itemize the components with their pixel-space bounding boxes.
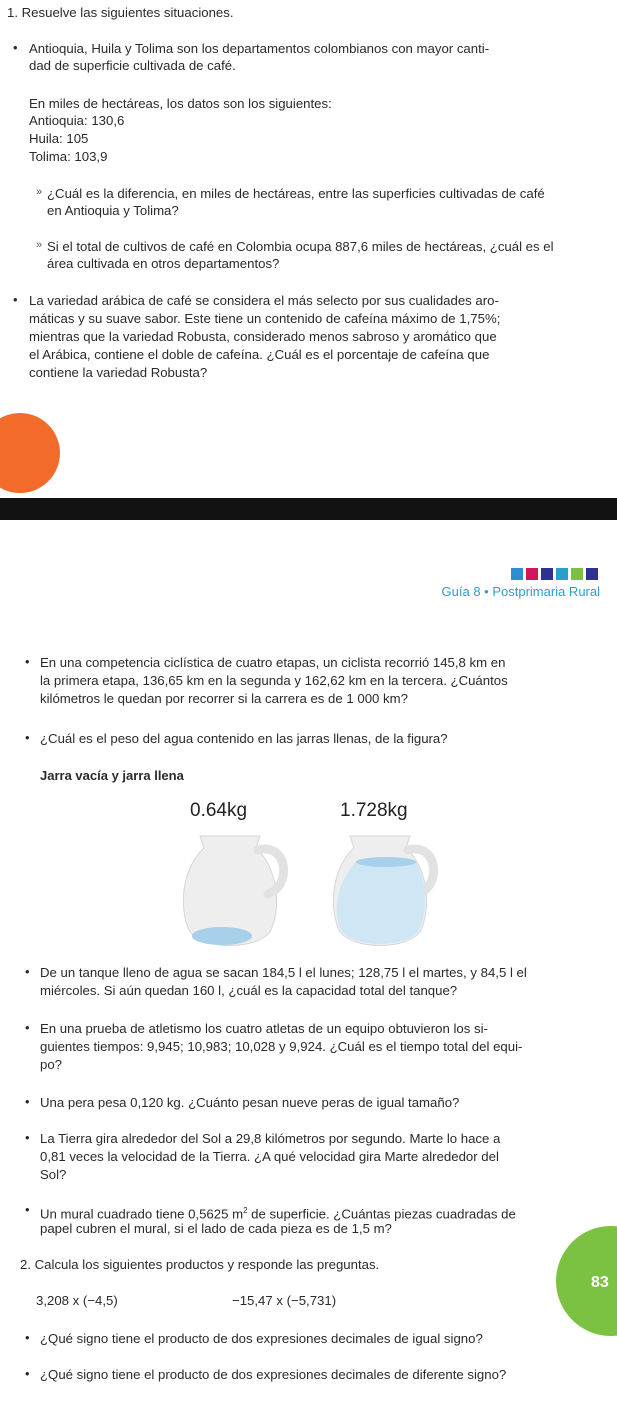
athletics-line3: po? xyxy=(40,1057,63,1072)
arabica-line5: contiene la variedad Robusta? xyxy=(29,365,208,380)
guide-title: Guía 8 • Postprimaria Rural xyxy=(441,584,600,599)
color-squares xyxy=(511,568,598,580)
cycling-line2: la primera etapa, 136,65 km en la segunda y 162,62 km en la tercera. ¿Cuántos xyxy=(40,673,508,688)
color-square xyxy=(586,568,598,580)
pear-question: Una pera pesa 0,120 kg. ¿Cuánto pesan nueve peras de igual tamaño? xyxy=(40,1095,460,1110)
bullet-dot: • xyxy=(25,1202,30,1217)
color-square xyxy=(511,568,523,580)
data-tolima: Tolima: 103,9 xyxy=(29,149,108,164)
bullet-dot: • xyxy=(25,730,30,745)
color-square xyxy=(571,568,583,580)
product-2: −15,47 x (−5,731) xyxy=(232,1293,337,1308)
mural-line2: papel cubren el mural, si el lado de cada pieza es de 1,5 m? xyxy=(40,1221,392,1236)
bullet-dot: • xyxy=(13,292,18,307)
data-huila: Huila: 105 xyxy=(29,131,89,146)
arrow-icon: » xyxy=(36,186,43,198)
section-2-heading: 2. Calcula los siguientes productos y responde las preguntas. xyxy=(20,1257,380,1272)
arabica-line3: mientras que la variedad Robusta, considerado menos sabroso y aromático que xyxy=(29,329,497,344)
mural-text-a: Un mural cuadrado tiene 0,5625 m xyxy=(40,1206,244,1222)
arrow-icon: » xyxy=(36,239,43,251)
earth-line2: 0,81 veces la velocidad de la Tierra. ¿A qué velocidad gira Marte alrededor del xyxy=(40,1149,499,1164)
page-number: 83 xyxy=(591,1274,609,1291)
water-question: ¿Cuál es el peso del agua contenido en las jarras llenas, de la figura? xyxy=(40,731,448,746)
athletics-line2: guientes tiempos: 9,945; 10,983; 10,028 y 9,924. ¿Cuál es el tiempo total del equi- xyxy=(40,1039,523,1054)
empty-jar-weight: 0.64kg xyxy=(190,800,248,821)
arabica-line2: máticas y su suave sabor. Este tiene un contenido de cafeína máximo de 1,75%; xyxy=(29,311,501,326)
question-different-sign: ¿Qué signo tiene el producto de dos expresiones decimales de diferente signo? xyxy=(40,1367,507,1382)
bullet-dot: • xyxy=(25,964,30,979)
bullet-dot: • xyxy=(25,1366,30,1381)
bullet-dot: • xyxy=(13,40,18,55)
bullet-dot: • xyxy=(25,1130,30,1145)
arabica-line4: el Arábica, contiene el doble de cafeína. ¿Cuál es el porcentaje de cafeína que xyxy=(29,347,490,362)
color-square xyxy=(541,568,553,580)
bullet-dot: • xyxy=(25,654,30,669)
question-other-area-line2: área cultivada en otros departamentos? xyxy=(47,256,280,271)
mural-superscript: 2 xyxy=(243,1206,248,1215)
mural-text-b: de superficie. ¿Cuántas piezas cuadradas de xyxy=(247,1206,516,1222)
tank-line1: De un tanque lleno de agua se sacan 184,5 l el lunes; 128,75 l el martes, y 84,5 l el xyxy=(40,965,527,980)
jar-figure-title: Jarra vacía y jarra llena xyxy=(40,768,184,783)
full-jar-weight: 1.728kg xyxy=(340,800,408,821)
earth-line1: La Tierra gira alrededor del Sol a 29,8 kilómetros por segundo. Marte lo hace a xyxy=(40,1131,501,1146)
bullet-dot: • xyxy=(25,1330,30,1345)
cycling-line3: kilómetros le quedan por recorrer si la carrera es de 1 000 km? xyxy=(40,691,408,706)
coffee-intro-line2: dad de superficie cultivada de café. xyxy=(29,58,236,73)
product-1: 3,208 x (−4,5) xyxy=(36,1293,118,1308)
question-same-sign: ¿Qué signo tiene el producto de dos expresiones decimales de igual signo? xyxy=(40,1331,483,1346)
section-1-heading: 1. Resuelve las siguientes situaciones. xyxy=(7,5,234,20)
color-square xyxy=(556,568,568,580)
page-divider xyxy=(0,498,617,520)
bullet-dot: • xyxy=(25,1020,30,1035)
orange-page-tab xyxy=(0,413,60,493)
cycling-line1: En una competencia ciclística de cuatro etapas, un ciclista recorrió 145,8 km en xyxy=(40,655,506,670)
data-antioquia: Antioquia: 130,6 xyxy=(29,113,125,128)
color-square xyxy=(526,568,538,580)
athletics-line1: En una prueba de atletismo los cuatro atletas de un equipo obtuvieron los si- xyxy=(40,1021,488,1036)
arabica-line1: La variedad arábica de café se considera el más selecto por sus cualidades aro- xyxy=(29,293,499,308)
question-other-area-line1: Si el total de cultivos de café en Colombia ocupa 887,6 miles de hectáreas, ¿cuál es el xyxy=(47,239,554,254)
empty-jar-icon xyxy=(183,836,283,946)
bullet-dot: • xyxy=(25,1094,30,1109)
data-intro: En miles de hectáreas, los datos son los siguientes: xyxy=(29,96,332,111)
question-difference-line2: en Antioquia y Tolima? xyxy=(47,203,179,218)
coffee-intro-line1: Antioquia, Huila y Tolima son los departamentos colombianos con mayor canti- xyxy=(29,41,490,56)
page-top xyxy=(0,0,617,498)
tank-line2: miércoles. Si aún quedan 160 l, ¿cuál es la capacidad total del tanque? xyxy=(40,983,458,998)
question-difference-line1: ¿Cuál es la diferencia, en miles de hectáreas, entre las superficies cultivadas de café xyxy=(47,186,545,201)
jars-illustration xyxy=(160,828,460,952)
full-jar-icon xyxy=(333,836,433,946)
earth-line3: Sol? xyxy=(40,1167,67,1182)
